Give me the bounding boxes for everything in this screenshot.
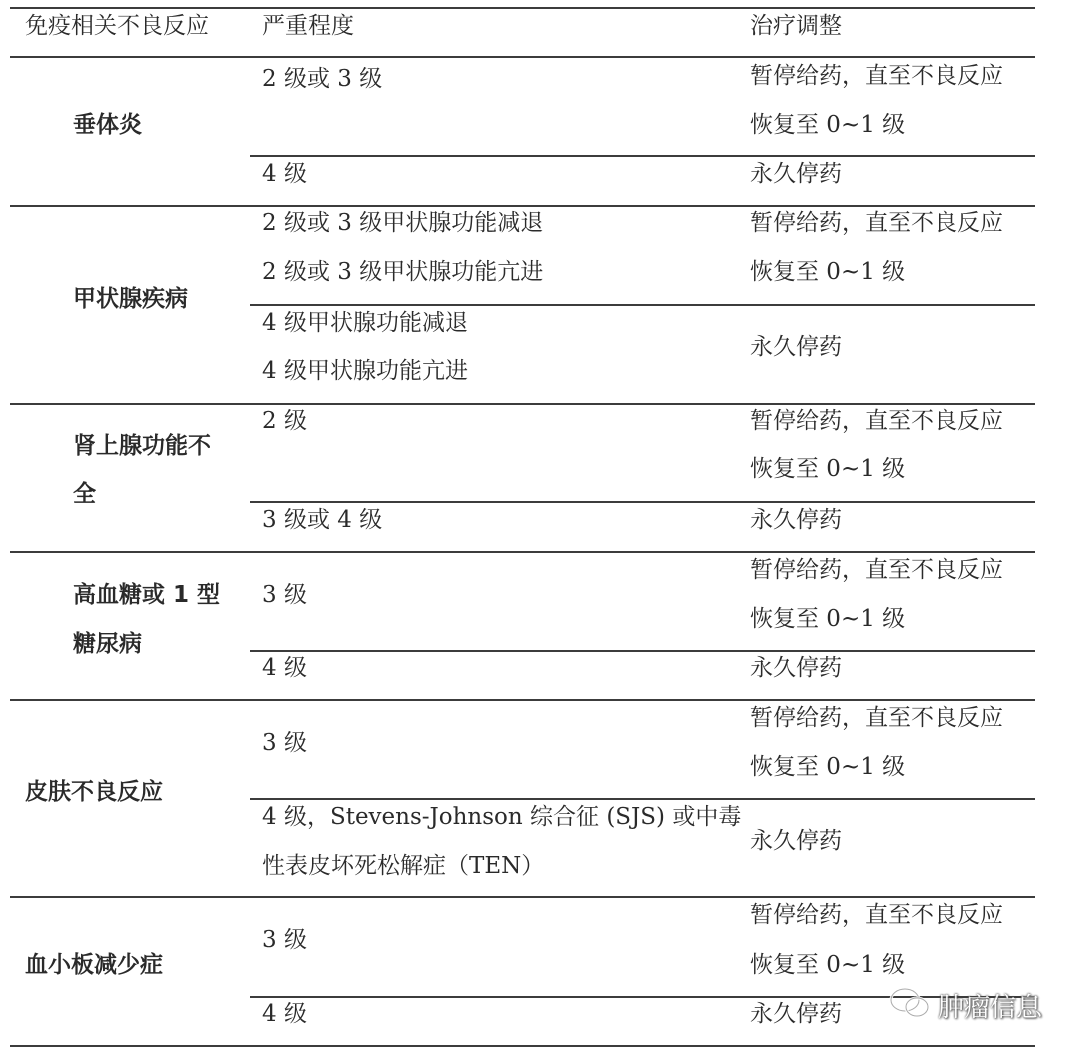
treatment-cell: 暂停给药，直至不良反应: [750, 408, 1003, 434]
treatment-cell: 恢复至 0~1 级: [750, 259, 906, 285]
sub-row-rule: [250, 650, 1035, 652]
severity-cell: 4 级: [262, 1001, 307, 1027]
group-rule: [10, 896, 1035, 898]
severity-cell: 4 级甲状腺功能亢进: [262, 358, 468, 384]
header-bottom-rule: [10, 56, 1035, 58]
header-col-irae: 免疫相关不良反应: [25, 13, 209, 39]
category-hyperglycemia-line2: 糖尿病: [73, 631, 142, 657]
severity-cell: 4 级: [262, 161, 307, 187]
group-rule: [10, 551, 1035, 553]
severity-cell: 2 级或 3 级甲状腺功能亢进: [262, 259, 544, 285]
treatment-cell: 恢复至 0~1 级: [750, 112, 906, 138]
category-adrenal-insufficiency-line2: 全: [73, 481, 96, 507]
category-adrenal-insufficiency: 肾上腺功能不: [73, 433, 211, 459]
category-hyperglycemia: 高血糖或 1 型: [73, 582, 221, 608]
treatment-cell: 恢复至 0~1 级: [750, 754, 906, 780]
sub-row-rule: [250, 304, 1035, 306]
severity-cell: 4 级: [262, 655, 307, 681]
treatment-cell: 暂停给药，直至不良反应: [750, 705, 1003, 731]
watermark-text: 肿瘤信息: [938, 992, 1043, 1023]
severity-cell: 2 级: [262, 408, 307, 434]
severity-cell: 2 级或 3 级甲状腺功能减退: [262, 210, 544, 236]
watermark: [888, 985, 1042, 1025]
treatment-cell: 永久停药: [750, 161, 842, 187]
group-rule: [10, 699, 1035, 701]
sub-row-rule: [250, 798, 1035, 800]
severity-cell: 3 级: [262, 927, 307, 953]
category-thyroid-disease: 甲状腺疾病: [73, 286, 188, 312]
treatment-cell: 恢复至 0~1 级: [750, 456, 906, 482]
severity-cell: 3 级或 4 级: [262, 507, 383, 533]
group-rule: [10, 403, 1035, 405]
sub-row-rule: [250, 501, 1035, 503]
severity-cell: 2 级或 3 级: [262, 66, 383, 92]
header-col-treatment: 治疗调整: [750, 13, 842, 39]
treatment-cell: 暂停给药，直至不良反应: [750, 557, 1003, 583]
treatment-cell: 永久停药: [750, 334, 842, 360]
treatment-cell: 永久停药: [750, 1001, 842, 1027]
severity-cell: 4 级，Stevens-Johnson 综合征 (SJS) 或中毒: [262, 804, 742, 830]
header-col-severity: 严重程度: [262, 13, 354, 39]
wechat-icon: [888, 985, 932, 1025]
group-rule: [10, 205, 1035, 207]
group-rule: [10, 1045, 1035, 1047]
severity-cell: 3 级: [262, 730, 307, 756]
severity-cell: 3 级: [262, 582, 307, 608]
category-hypophysitis: 垂体炎: [73, 112, 142, 138]
table-top-rule: [10, 7, 1035, 9]
category-thrombocytopenia: 血小板减少症: [25, 952, 163, 978]
treatment-cell: 恢复至 0~1 级: [750, 952, 906, 978]
sub-row-rule: [250, 155, 1035, 157]
treatment-cell: 暂停给药，直至不良反应: [750, 63, 1003, 89]
treatment-cell: 永久停药: [750, 507, 842, 533]
treatment-cell: 永久停药: [750, 655, 842, 681]
treatment-cell: 暂停给药，直至不良反应: [750, 210, 1003, 236]
category-skin-reaction: 皮肤不良反应: [25, 779, 163, 805]
treatment-cell: 恢复至 0~1 级: [750, 606, 906, 632]
treatment-cell: 暂停给药，直至不良反应: [750, 902, 1003, 928]
severity-cell: 性表皮坏死松解症（TEN）: [262, 853, 545, 879]
severity-cell: 4 级甲状腺功能减退: [262, 310, 468, 336]
treatment-cell: 永久停药: [750, 828, 842, 854]
